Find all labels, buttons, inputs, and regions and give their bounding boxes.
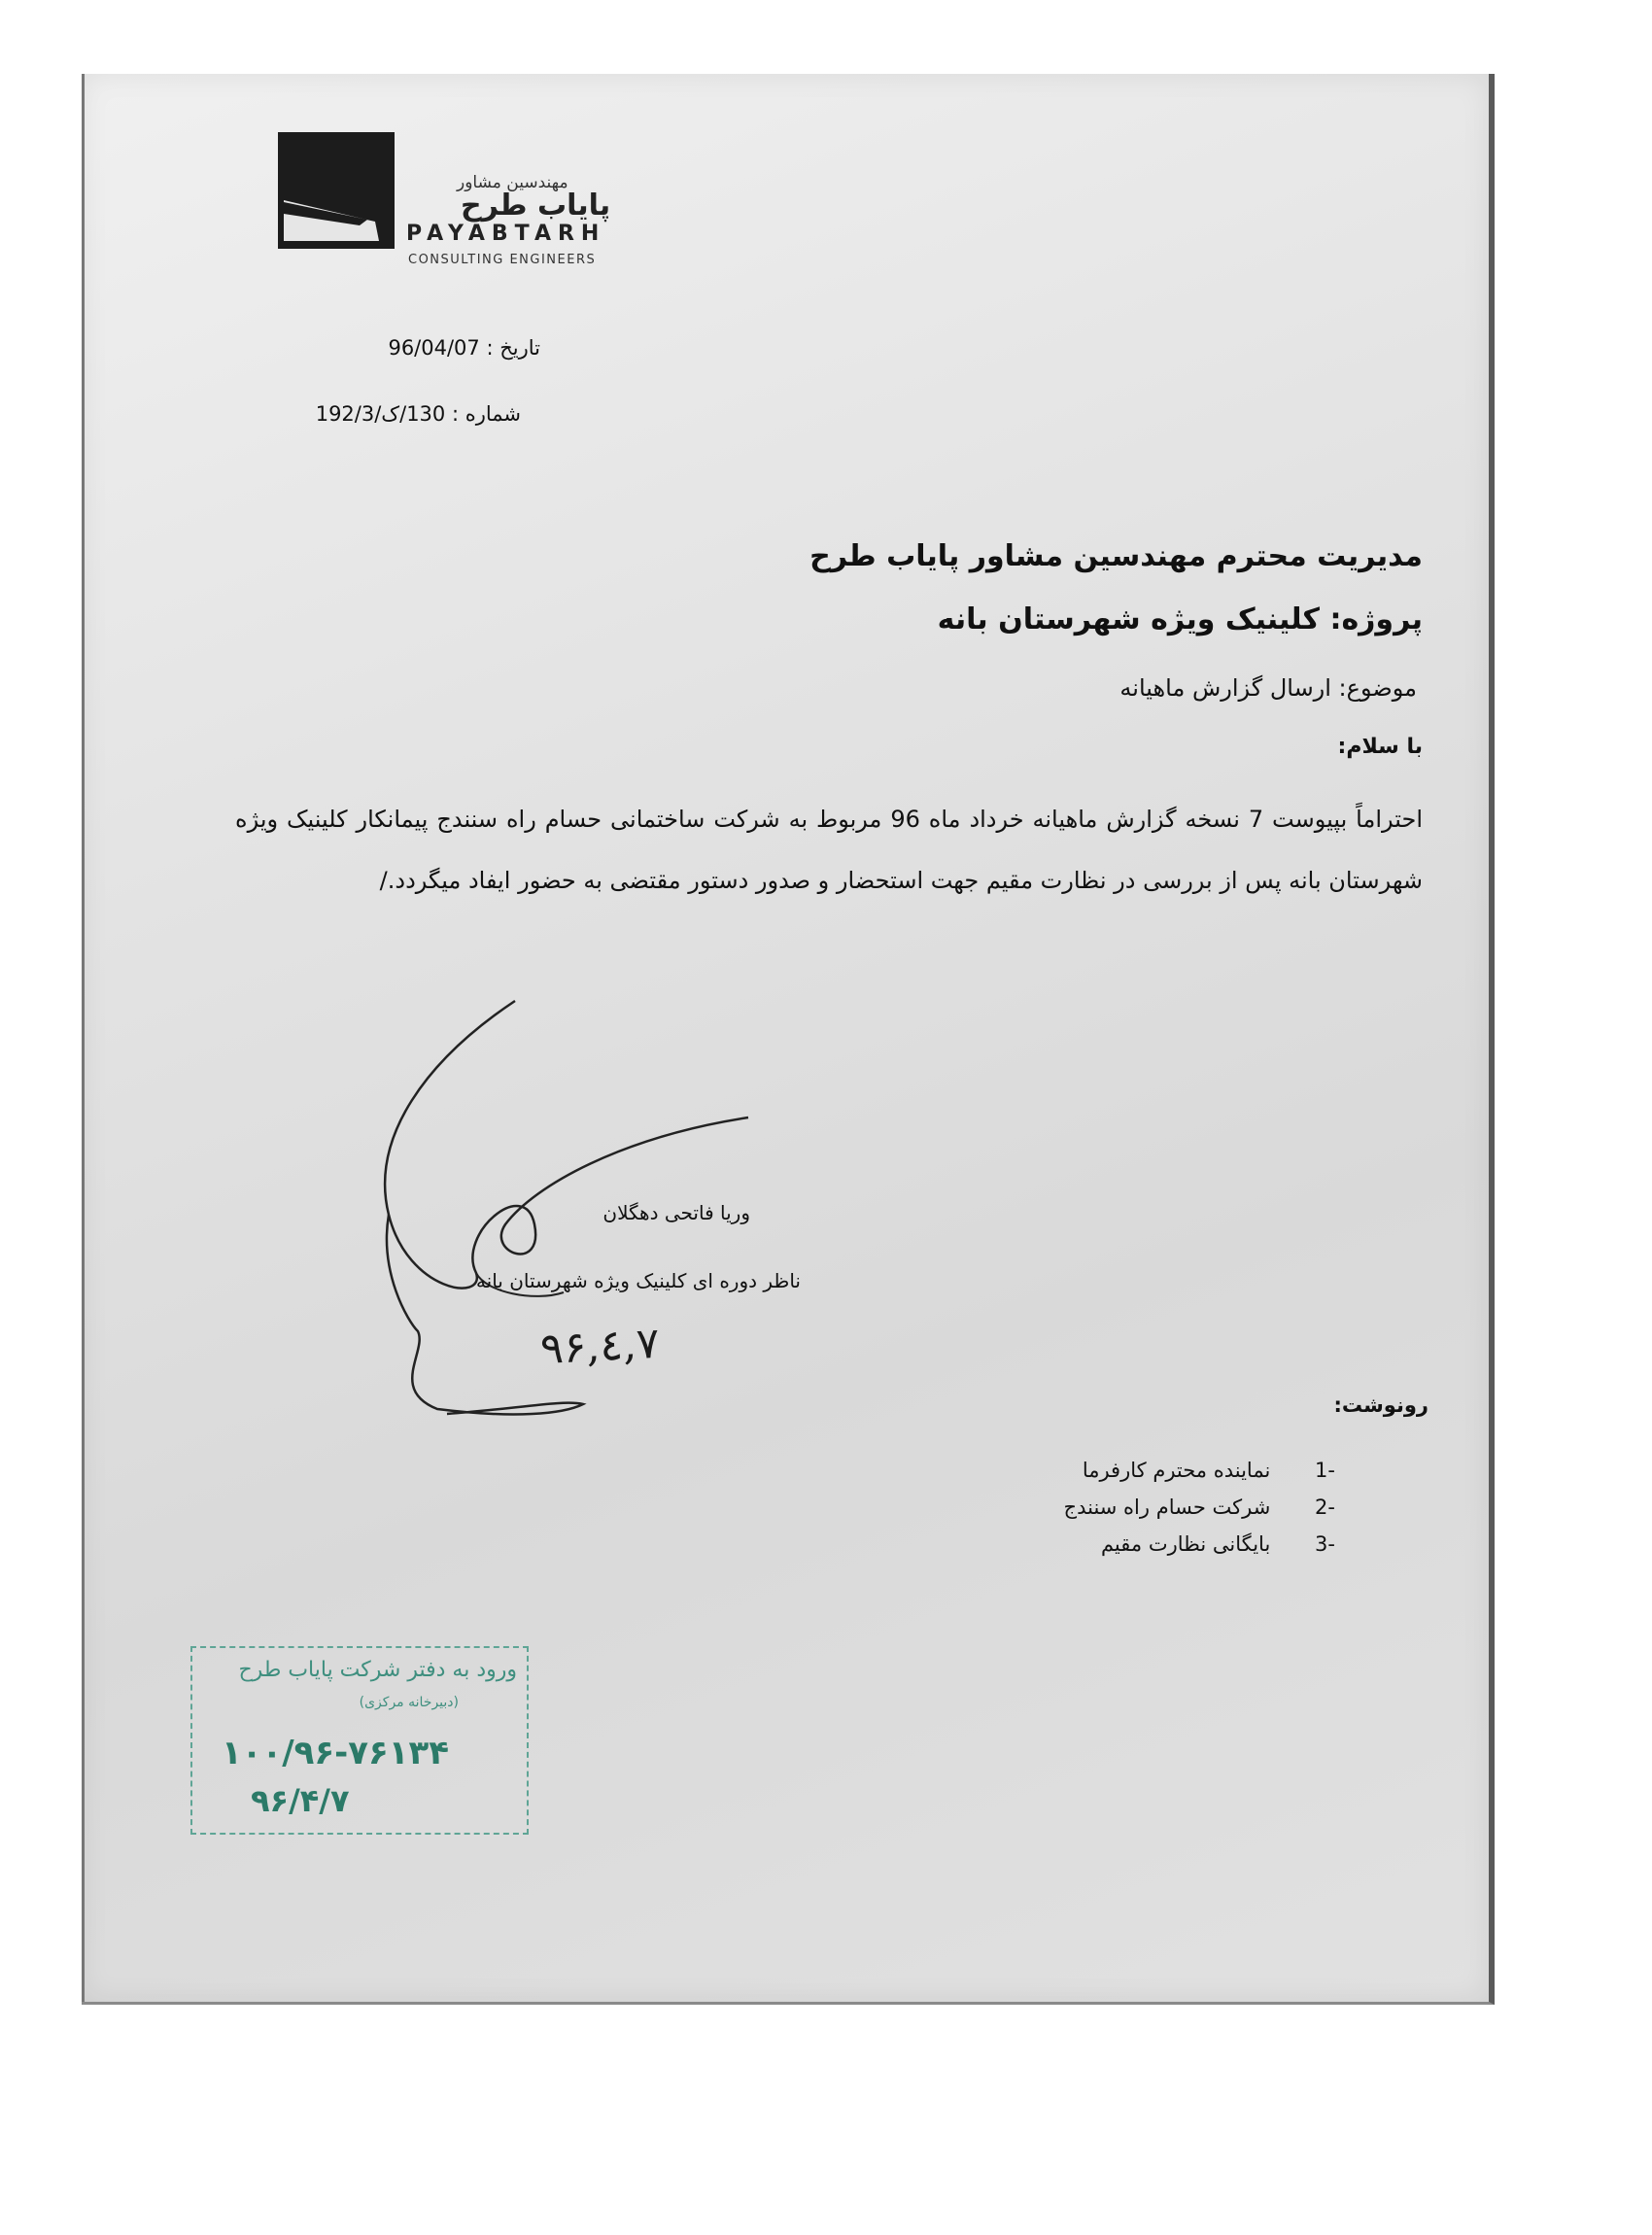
logo-name-en: PAYABTARH <box>406 222 606 246</box>
cc-item-number: -3 <box>1315 1532 1335 1556</box>
cc-item-text: شرکت حسام راه سنندج <box>1063 1496 1271 1519</box>
cc-label: رونوشت: <box>1333 1393 1428 1417</box>
letter-body: احتراماً بپیوست 7 نسخه گزارش ماهیانه خرداد ماه 96 مربوط به شرکت ساختمانی حسام راه سنندج پیمانکار کلینیک ویژه شهرستان بانه پس از بررسی در نظارت مقیم جهت استحضار و صدور دستور مقتضی به حضور ایفاد میگردد./ <box>235 806 1424 894</box>
cc-item-number: -1 <box>1315 1459 1335 1482</box>
signatory-name: وریا فاتحی دهگلان <box>602 1201 750 1224</box>
stamp-date: ۹۶/۴/۷ <box>251 1782 350 1819</box>
logo-tagline-en: CONSULTING ENGINEERS <box>408 253 597 267</box>
cc-item-text: نماینده محترم کارفرما <box>1082 1459 1271 1482</box>
addressee: مدیریت محترم مهندسین مشاور پایاب طرح <box>809 539 1423 573</box>
letter-date: تاریخ : 96/04/07 <box>388 336 540 360</box>
greeting: با سلام: <box>1337 735 1423 759</box>
cc-item <box>1064 1452 1335 1489</box>
registration-stamp <box>190 1646 529 1835</box>
cc-item <box>1064 1526 1335 1563</box>
cc-item-text: بایگانی نظارت مقیم <box>1100 1532 1271 1556</box>
subject-line: موضوع: ارسال گزارش ماهیانه <box>1119 674 1417 702</box>
cc-item-number: -2 <box>1315 1496 1335 1519</box>
payabtarh-logo-icon <box>278 132 395 249</box>
stamp-number: ۱۰۰/۹۶-۷۶۱۳۴ <box>222 1734 450 1772</box>
letter-number: شماره : 130/ک/192/3 <box>315 402 521 426</box>
cc-list <box>1064 1452 1335 1563</box>
logo-name-fa: پایاب طرح <box>461 189 611 223</box>
cc-item <box>1064 1489 1335 1526</box>
project-line: پروژه: کلینیک ویژه شهرستان بانه <box>937 602 1423 636</box>
stamp-subtitle: (دبیرخانه مرکزی) <box>359 1695 459 1710</box>
stamp-title: ورود به دفتر شرکت پایاب طرح <box>238 1658 517 1682</box>
sheet-edge <box>82 74 85 2002</box>
handwritten-number: ۹۶,٤,۷ <box>538 1318 661 1375</box>
signatory-title: ناظر دوره ای کلینیک ویژه شهرستان بانه <box>475 1269 801 1292</box>
logo-subtitle-fa: مهندسین مشاور <box>457 173 568 192</box>
